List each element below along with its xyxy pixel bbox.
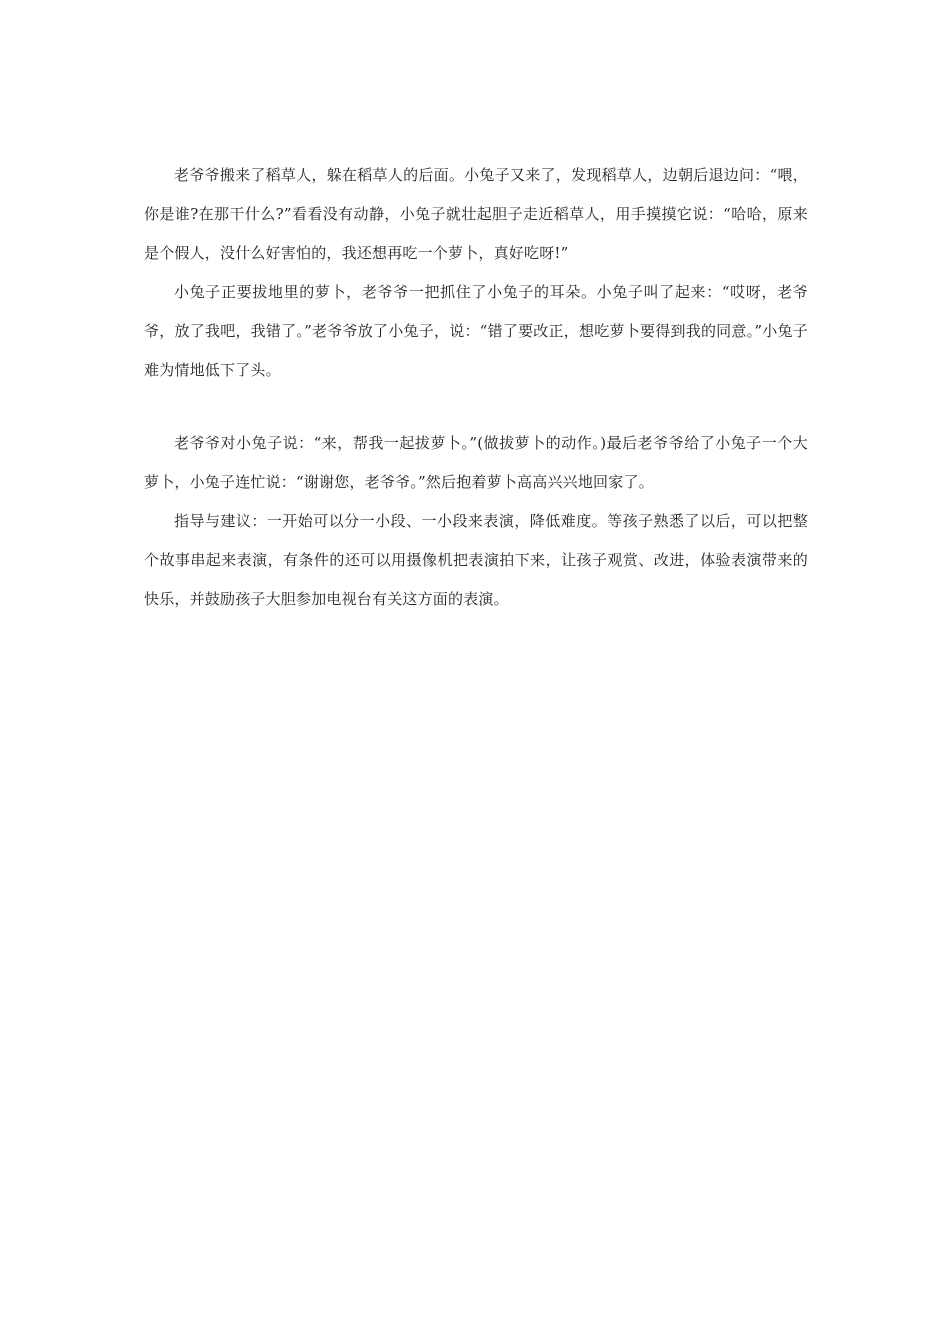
paragraph-caught-rabbit: 小兔子正要拔地里的萝卜，老爷爷一把抓住了小兔子的耳朵。小兔子叫了起来：“哎呀，老爷爷，放了我吧，我错了。”老爷爷放了小兔子，说：“错了要改正，想吃萝卜要得到我的同意。”小兔子难为情地低下了头。 [144, 283, 808, 379]
document-body [144, 156, 808, 619]
paragraph-scarecrow: 老爷爷搬来了稻草人，躲在稻草人的后面。小兔子又来了，发现稻草人，边朝后退边问：“喂，你是谁?在那干什么?”看看没有动静，小兔子就壮起胆子走近稻草人，用手摸摸它说：“哈哈，原来是个假人，没什么好害怕的，我还想再吃一个萝卜，真好吃呀!” [144, 166, 808, 262]
paragraph-guidance: 指导与建议：一开始可以分一小段、一小段来表演，降低难度。等孩子熟悉了以后，可以把整个故事串起来表演，有条件的还可以用摄像机把表演拍下来，让孩子观赏、改进，体验表演带来的快乐，并鼓励孩子大胆参加电视台有关这方面的表演。 [144, 512, 808, 608]
paragraph-pull-radish: 老爷爷对小兔子说：“来，帮我一起拔萝卜。”(做拔萝卜的动作。)最后老爷爷给了小兔子一个大萝卜，小兔子连忙说：“谢谢您，老爷爷。”然后抱着萝卜高高兴兴地回家了。 [144, 434, 808, 491]
paragraph-spacer [144, 390, 808, 424]
